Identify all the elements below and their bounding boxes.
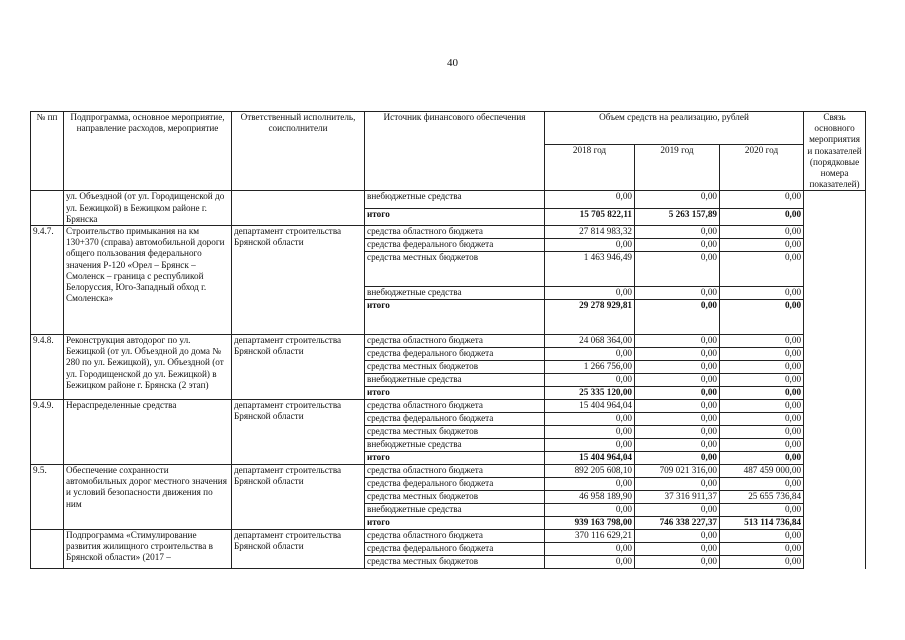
link-cell [804,465,866,478]
source-total: итого [365,452,545,465]
amount-2018: 27 814 983,32 [545,226,635,239]
amount-2020: 25 655 736,84 [720,491,804,504]
table-row [31,335,866,348]
source-cell: средства федерального бюджета [365,543,545,556]
link-cell [804,335,866,348]
table-row [31,226,866,239]
source-cell: средства федерального бюджета [365,413,545,426]
executor-cell: департамент строительства Брянской области [232,465,365,530]
amount-2019: 0,00 [635,374,720,387]
row-number: 9.4.7. [31,226,64,335]
amount-2018: 0,00 [545,374,635,387]
amount-2020: 0,00 [720,556,804,569]
source-total: итого [365,208,545,225]
amount-2019: 0,00 [635,543,720,556]
amount-2018: 0,00 [545,439,635,452]
link-cell [804,208,866,225]
amount-2018: 25 335 120,00 [545,387,635,400]
source-cell: средства областного бюджета [365,465,545,478]
amount-2019: 0,00 [635,191,720,208]
amount-2018: 15 705 822,11 [545,208,635,225]
table-row [31,400,866,413]
table-row [31,191,866,208]
row-number: 9.4.8. [31,335,64,400]
link-cell [804,491,866,504]
amount-2019: 0,00 [635,452,720,465]
header-amount: Объем средств на реализацию, рублей [545,112,804,145]
amount-2020: 513 114 736,84 [720,517,804,530]
measure-name: ул. Объездной (от ул. Городищенской до ул. Бежицкой) в Бежицком районе г. Брянска [64,191,232,226]
measure-name: Строительство примыкания на км 130+370 (справа) автомобильной дороги общего пользования федерального значения Р-120 «Орел – Брянск – Смоленск – граница с республикой Белоруссия, Юго-Западный обход г. Смоленска» [64,226,232,335]
header-2019: 2019 год [635,145,720,191]
amount-2018: 0,00 [545,239,635,252]
measure-name: Обеспечение сохранности автомобильных дорог местного значения и условий безопасности движения по ним [64,465,232,530]
source-cell: средства областного бюджета [365,335,545,348]
header-source: Источник финансового обеспечения [365,112,545,191]
link-cell [804,504,866,517]
link-cell [804,226,866,239]
header-program: Подпрограмма, основное мероприятие, направление расходов, мероприятие [64,112,232,191]
amount-2019: 0,00 [635,387,720,400]
amount-2020: 0,00 [720,413,804,426]
header-2020: 2020 год [720,145,804,191]
link-cell [804,239,866,252]
source-total: итого [365,300,545,335]
amount-2018: 15 404 964,04 [545,400,635,413]
amount-2019: 0,00 [635,239,720,252]
source-cell: внебюджетные средства [365,287,545,300]
source-cell: средства федерального бюджета [365,239,545,252]
amount-2019: 0,00 [635,287,720,300]
amount-2018: 370 116 629,21 [545,530,635,543]
amount-2018: 0,00 [545,413,635,426]
amount-2018: 0,00 [545,348,635,361]
link-cell [804,348,866,361]
amount-2019: 0,00 [635,426,720,439]
amount-2020: 0,00 [720,208,804,225]
amount-2018: 892 205 608,10 [545,465,635,478]
amount-2019: 0,00 [635,504,720,517]
measure-name: Подпрограмма «Стимулирование развития жилищного строительства в Брянской области» (2017 – [64,530,232,569]
source-cell: внебюджетные средства [365,439,545,452]
link-cell [804,287,866,300]
amount-2019: 0,00 [635,400,720,413]
amount-2019: 0,00 [635,226,720,239]
amount-2019: 0,00 [635,413,720,426]
measure-name: Реконструкция автодорог по ул. Бежицкой (от ул. Объездной до дома № 280 по ул. Бежицкой), ул. Объездной (от ул. Городищенской до ул. Бежицкой) в Бежицком районе г. Брянска (2 этап) [64,335,232,400]
source-cell: средства федерального бюджета [365,478,545,491]
source-cell: средства местных бюджетов [365,361,545,374]
amount-2018: 0,00 [545,556,635,569]
table-body [31,191,866,569]
row-number [31,191,64,226]
row-number [31,530,64,569]
amount-2019: 709 021 316,00 [635,465,720,478]
amount-2019: 0,00 [635,335,720,348]
amount-2019: 746 338 227,37 [635,517,720,530]
amount-2018: 939 163 798,00 [545,517,635,530]
executor-cell: департамент строительства Брянской области [232,335,365,400]
source-cell: средства областного бюджета [365,400,545,413]
amount-2019: 37 316 911,37 [635,491,720,504]
source-total: итого [365,387,545,400]
amount-2018: 29 278 929,81 [545,300,635,335]
link-cell [804,413,866,426]
amount-2018: 0,00 [545,543,635,556]
row-number: 9.4.9. [31,400,64,465]
amount-2020: 0,00 [720,543,804,556]
amount-2018: 0,00 [545,191,635,208]
amount-2020: 0,00 [720,335,804,348]
link-cell [804,252,866,287]
link-cell [804,543,866,556]
source-cell: средства федерального бюджета [365,348,545,361]
link-cell [804,191,866,208]
source-cell: внебюджетные средства [365,191,545,208]
amount-2019: 0,00 [635,439,720,452]
amount-2018: 0,00 [545,426,635,439]
row-number: 9.5. [31,465,64,530]
source-cell: средства областного бюджета [365,530,545,543]
executor-cell [232,191,365,226]
amount-2020: 0,00 [720,426,804,439]
source-cell: внебюджетные средства [365,504,545,517]
amount-2018: 24 068 364,00 [545,335,635,348]
executor-cell: департамент строительства Брянской области [232,400,365,465]
amount-2020: 0,00 [720,504,804,517]
link-cell [804,530,866,543]
amount-2018: 15 404 964,04 [545,452,635,465]
amount-2020: 0,00 [720,300,804,335]
amount-2020: 0,00 [720,348,804,361]
source-total: итого [365,517,545,530]
amount-2020: 0,00 [720,239,804,252]
amount-2020: 487 459 000,00 [720,465,804,478]
amount-2020: 0,00 [720,374,804,387]
page-number: 40 [447,57,458,69]
link-cell [804,361,866,374]
source-cell: средства местных бюджетов [365,252,545,287]
amount-2020: 0,00 [720,191,804,208]
measure-name: Нераспределенные средства [64,400,232,465]
amount-2018: 1 266 756,00 [545,361,635,374]
source-cell: средства местных бюджетов [365,556,545,569]
table-header-row [31,112,866,145]
amount-2019: 0,00 [635,348,720,361]
header-2018: 2018 год [545,145,635,191]
executor-cell: департамент строительства Брянской области [232,226,365,335]
amount-2018: 1 463 946,49 [545,252,635,287]
link-cell [804,478,866,491]
header-num: № пп [31,112,64,191]
amount-2019: 5 263 157,89 [635,208,720,225]
link-cell [804,300,866,335]
budget-table [30,111,866,569]
link-cell [804,517,866,530]
amount-2020: 0,00 [720,452,804,465]
header-executor: Ответственный исполнитель, соисполнители [232,112,365,191]
amount-2020: 0,00 [720,478,804,491]
link-cell [804,374,866,387]
link-cell [804,387,866,400]
amount-2020: 0,00 [720,252,804,287]
table-row [31,530,866,543]
amount-2020: 0,00 [720,439,804,452]
source-cell: средства областного бюджета [365,226,545,239]
amount-2018: 46 958 189,90 [545,491,635,504]
link-cell [804,426,866,439]
amount-2018: 0,00 [545,287,635,300]
amount-2020: 0,00 [720,530,804,543]
link-cell [804,556,866,569]
link-cell [804,452,866,465]
amount-2020: 0,00 [720,387,804,400]
amount-2018: 0,00 [545,504,635,517]
source-cell: средства местных бюджетов [365,491,545,504]
amount-2019: 0,00 [635,252,720,287]
executor-cell: департамент строительства Брянской области [232,530,365,569]
source-cell: внебюджетные средства [365,374,545,387]
amount-2019: 0,00 [635,478,720,491]
amount-2019: 0,00 [635,361,720,374]
link-cell [804,400,866,413]
source-cell: средства местных бюджетов [365,426,545,439]
amount-2020: 0,00 [720,226,804,239]
link-cell [804,439,866,452]
amount-2019: 0,00 [635,556,720,569]
amount-2020: 0,00 [720,400,804,413]
table-row [31,465,866,478]
header-link: Связь основного мероприятия и показателей (порядковые номера показателей) [804,112,866,191]
amount-2020: 0,00 [720,287,804,300]
amount-2019: 0,00 [635,300,720,335]
amount-2020: 0,00 [720,361,804,374]
amount-2019: 0,00 [635,530,720,543]
amount-2018: 0,00 [545,478,635,491]
